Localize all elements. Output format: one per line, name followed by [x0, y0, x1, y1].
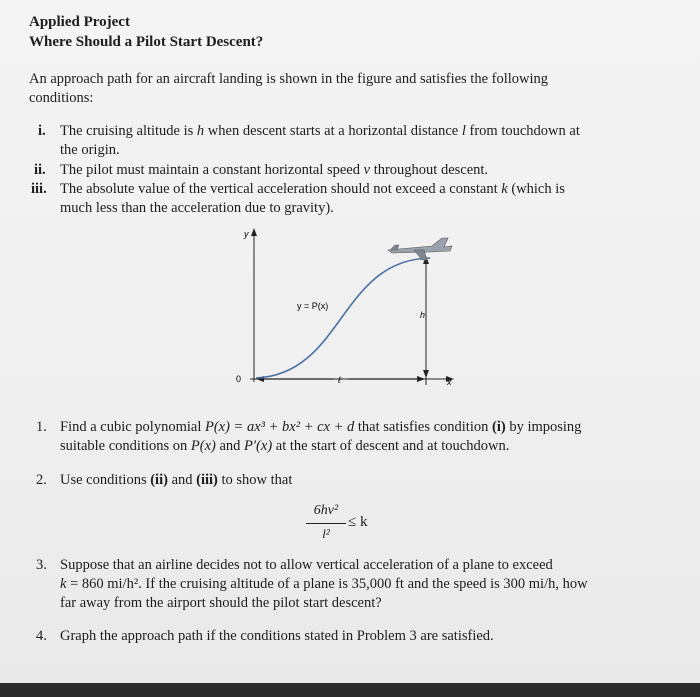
condition-1-number: i.	[38, 123, 46, 139]
problem-1-number: 1.	[36, 419, 47, 435]
distance-arrow-right	[417, 376, 425, 382]
inequality-numerator: 6hv²	[313, 503, 339, 518]
condition-2-text: The pilot must maintain a constant horizontal speed v throughout descent.	[60, 162, 489, 178]
bottom-edge	[0, 683, 700, 697]
problem-1-line-2: suitable conditions on P(x) and P′(x) at the start of descent and at touchdown.	[60, 438, 510, 454]
fraction-bar	[306, 523, 346, 524]
inequality-denominator: l²	[322, 526, 330, 541]
airplane-icon	[388, 238, 452, 260]
cubic-polynomial: P(x) = ax³ + bx² + cx + d	[204, 419, 355, 435]
var-l: l	[461, 123, 466, 139]
origin-label: 0	[236, 374, 242, 384]
problem-4-text: Graph the approach path if the conditions stated in Problem 3 are satisfied.	[60, 628, 494, 644]
var-v: v	[363, 162, 371, 178]
var-k: k	[501, 181, 508, 197]
condition-3-text: The absolute value of the vertical acceleration should not exceed a constant k (which is	[60, 181, 565, 197]
curve-label: y = P(x)	[297, 301, 329, 311]
approach-path-figure	[224, 222, 466, 398]
problem-3-line-3: far away from the airport should the pilot start descent?	[60, 595, 382, 611]
condition-3-number: iii.	[31, 181, 47, 197]
problem-3-line-2: k = 860 mi/h². If the cruising altitude of a plane is 35,000 ft and the speed is 300 mi/h, how	[60, 576, 588, 592]
x-axis-label: x	[447, 377, 452, 387]
inequality-relation: ≤ k	[348, 514, 368, 530]
problem-4-number: 4.	[36, 628, 47, 644]
intro-line-1: An approach path for an aircraft landing is shown in the figure and satisfies the following	[29, 71, 549, 87]
project-title: Where Should a Pilot Start Descent?	[29, 34, 264, 50]
height-label: h	[420, 310, 426, 320]
distance-label: ℓ	[338, 375, 341, 385]
problem-2-number: 2.	[36, 472, 47, 488]
problem-1-line-1: Find a cubic polynomial P(x) = ax³ + bx² + cx + d that satisfies condition (i) by imposing	[60, 419, 582, 435]
condition-1-text: The cruising altitude is h when descent starts at a horizontal distance l from touchdown at	[60, 123, 580, 139]
condition-3-continuation: much less than the acceleration due to gravity).	[60, 200, 334, 216]
problem-3-line-1: Suppose that an airline decides not to allow vertical acceleration of a plane to exceed	[60, 557, 553, 573]
project-label: Applied Project	[29, 14, 130, 30]
intro-line-2: conditions:	[29, 90, 94, 106]
approach-curve	[256, 258, 430, 378]
condition-2-number: ii.	[34, 162, 46, 178]
problem-3-number: 3.	[36, 557, 47, 573]
y-axis-label: y	[244, 229, 249, 239]
var-h: h	[196, 123, 205, 139]
y-axis-arrow	[251, 228, 257, 236]
condition-1-continuation: the origin.	[60, 142, 120, 158]
problem-2-text: Use conditions (ii) and (iii) to show that	[60, 472, 293, 488]
